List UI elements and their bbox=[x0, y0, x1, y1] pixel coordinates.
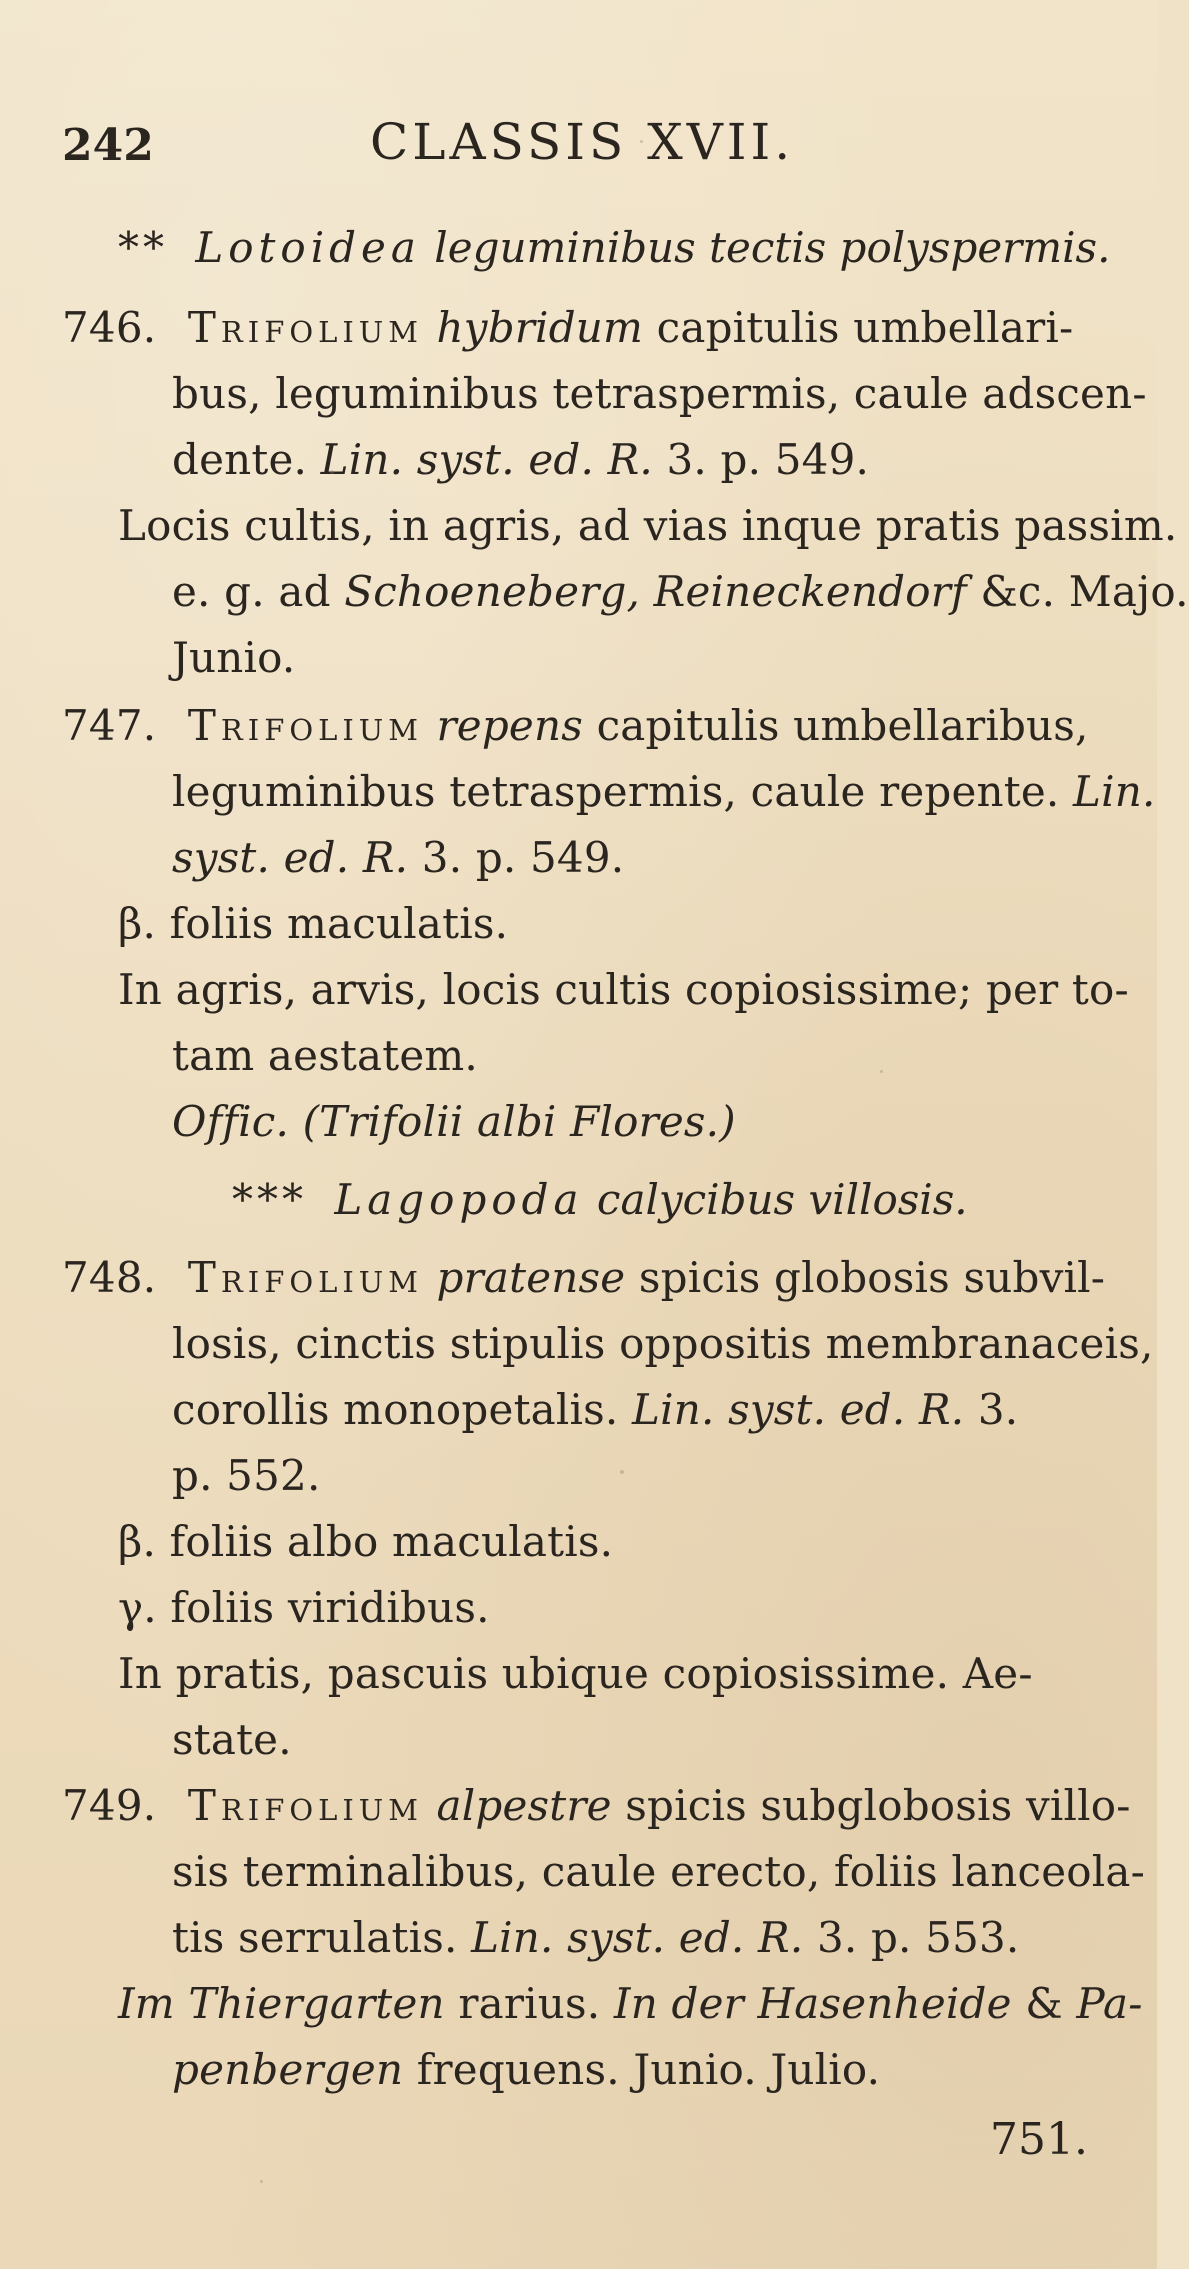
habitat-line: In pratis, pascuis ubique copiosissime. Ae- bbox=[118, 1649, 1033, 1698]
citation: Lin. syst. ed. R. bbox=[632, 1385, 965, 1434]
entry-text: 3. p. 549. bbox=[666, 435, 870, 484]
entry-text: 3. p. 549. bbox=[421, 833, 625, 882]
section-heading-lagopoda bbox=[232, 1172, 968, 1228]
entry-line bbox=[172, 432, 869, 488]
entry-text: capitulis umbellaribus, bbox=[596, 701, 1089, 750]
entry-number: 747. bbox=[62, 701, 157, 750]
paper-speck bbox=[260, 2180, 263, 2183]
catchword: 751. bbox=[990, 2114, 1088, 2165]
habitat-line: tam aestatem. bbox=[172, 1031, 478, 1080]
entry-text: & bbox=[1025, 1979, 1063, 2028]
place-name: Reineckendorf bbox=[653, 567, 967, 616]
citation: Lin. syst. ed. R. bbox=[471, 1913, 804, 1962]
entry-line bbox=[62, 698, 1089, 754]
entry-line bbox=[172, 1382, 1018, 1438]
entry-line bbox=[172, 1910, 1019, 1966]
paper-speck bbox=[620, 1470, 624, 1474]
section-stars: *** bbox=[232, 1175, 307, 1224]
entry-line: p. 552. bbox=[172, 1451, 321, 1500]
section-stars: ** bbox=[118, 223, 168, 272]
entry-text: spicis subglobosis villo- bbox=[625, 1781, 1131, 1830]
section-title: Lotoidea bbox=[195, 223, 421, 272]
entry-number: 746. bbox=[62, 303, 157, 352]
entry-line: losis, cinctis stipulis oppositis membranaceis, bbox=[172, 1319, 1154, 1368]
habitat-line bbox=[172, 564, 1189, 620]
entry-text: 3. bbox=[977, 1385, 1019, 1434]
entry-text: capitulis umbellari- bbox=[656, 303, 1074, 352]
paper-speck bbox=[640, 140, 643, 143]
entry-line bbox=[172, 830, 624, 886]
genus-name: Trifolium bbox=[187, 303, 423, 352]
entry-line bbox=[62, 1778, 1131, 1834]
genus-name: Trifolium bbox=[187, 1253, 423, 1302]
entry-line: sis terminalibus, caule erecto, foliis lanceola- bbox=[172, 1847, 1146, 1896]
citation: syst. ed. R. bbox=[172, 833, 409, 882]
section-heading-lotoidea bbox=[118, 220, 1110, 276]
officinal-line: Offic. (Trifolii albi Flores.) bbox=[172, 1097, 736, 1146]
entry-number: 749. bbox=[62, 1781, 157, 1830]
section-rest: leguminibus tectis polyspermis. bbox=[434, 223, 1111, 272]
entry-text: &c. Majo. bbox=[980, 567, 1189, 616]
entry-line: bus, leguminibus tetraspermis, caule adscen- bbox=[172, 369, 1147, 418]
citation: Lin. bbox=[1073, 767, 1156, 816]
entry-text: e. g. ad bbox=[172, 567, 331, 616]
habitat-line bbox=[118, 1976, 1143, 2032]
entry-text: rarius. bbox=[458, 1979, 601, 2028]
page-title: CLASSIS XVII. bbox=[370, 113, 795, 171]
place-name: Pa- bbox=[1076, 1979, 1143, 2028]
paper-speck bbox=[880, 1070, 883, 1073]
variety-line: β. foliis albo maculatis. bbox=[118, 1517, 614, 1566]
entry-text: frequens. Junio. Julio. bbox=[416, 2045, 881, 2094]
entry-text: 3. p. 553. bbox=[816, 1913, 1020, 1962]
entry-text: dente. bbox=[172, 435, 308, 484]
genus-name: Trifolium bbox=[187, 1781, 423, 1830]
entry-text: corollis monopetalis. bbox=[172, 1385, 619, 1434]
place-name: In der Hasenheide bbox=[613, 1979, 1012, 2028]
genus-name: Trifolium bbox=[187, 701, 423, 750]
species-name: hybridum bbox=[436, 303, 644, 352]
entry-text: tis serrulatis. bbox=[172, 1913, 458, 1962]
entry-number: 748. bbox=[62, 1253, 157, 1302]
entry-text: spicis globosis subvil- bbox=[638, 1253, 1106, 1302]
habitat-line: state. bbox=[172, 1715, 292, 1764]
species-name: alpestre bbox=[436, 1781, 612, 1830]
paper-speck bbox=[330, 470, 334, 474]
habitat-line: Locis cultis, in agris, ad vias inque pratis passim. bbox=[118, 501, 1178, 550]
place-name: Im Thiergarten bbox=[118, 1979, 445, 2028]
page-number: 242 bbox=[62, 120, 154, 171]
section-title: Lagopoda bbox=[334, 1175, 584, 1224]
place-name: Schoeneberg, bbox=[344, 567, 641, 616]
variety-line: β. foliis maculatis. bbox=[118, 899, 509, 948]
entry-line bbox=[172, 764, 1156, 820]
variety-line: γ. foliis viridibus. bbox=[118, 1583, 490, 1632]
entry-text: leguminibus tetraspermis, caule repente. bbox=[172, 767, 1060, 816]
species-name: pratense bbox=[436, 1253, 626, 1302]
place-name: penbergen bbox=[172, 2045, 404, 2094]
citation: Lin. syst. ed. R. bbox=[320, 435, 653, 484]
section-rest: calycibus villosis. bbox=[596, 1175, 968, 1224]
species-name: repens bbox=[436, 701, 583, 750]
entry-line bbox=[62, 300, 1073, 356]
habitat-line: Junio. bbox=[172, 633, 296, 682]
habitat-line: In agris, arvis, locis cultis copiosissime; per to- bbox=[118, 965, 1129, 1014]
entry-line bbox=[62, 1250, 1105, 1306]
habitat-line bbox=[172, 2042, 880, 2098]
